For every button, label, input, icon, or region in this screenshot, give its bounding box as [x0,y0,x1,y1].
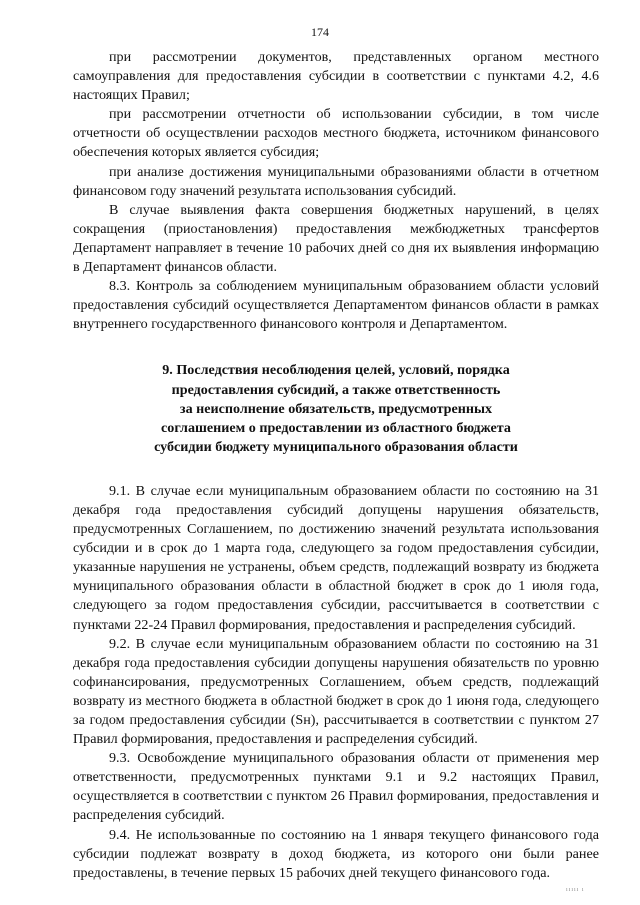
paragraph-9-3: 9.3. Освобождение муниципального образования области от применения мер ответственности, предусмотренных пунктами 9.1 и 9.2 настоящих Правил, осуществляется в соответствии с пунктом 26 Правил формирования, предоставления и распределения субсидий. [73,750,599,824]
page-number: 174 [311,25,329,39]
paragraph-budget-violations: В случае выявления факта совершения бюджетных нарушений, в целях сокращения (приостановления) предоставления межбюджетных трансфертов Департамент направляет в течение 10 рабочих дней со дня их выявления информацию в Департамент финансов области. [73,201,599,276]
heading-line: предоставления субсидий, а также ответственность [171,381,501,398]
footer-mark: ııııı ı [566,887,585,893]
section-9-heading [73,361,599,456]
paragraph-docs-review: при рассмотрении документов, представленных органом местного самоуправления для предоставления субсидии в соответствии с пунктами 4.2, 4.6 настоящих Правил; [73,49,599,104]
heading-line: 9. Последствия несоблюдения целей, условий, порядка [162,362,510,379]
paragraph-results-analysis: при анализе достижения муниципальными образованиями области в отчетном финансовом году значений результата использования субсидий. [73,163,599,199]
paragraph-report-review: при рассмотрении отчетности об использовании субсидии, в том числе отчетности об осуществлении расходов местного бюджета, источником финансового обеспечения которых является субсидия; [73,106,599,161]
paragraph-9-2: 9.2. В случае если муниципальным образованием области по состоянию на 31 декабря года предоставления субсидии допущены нарушения обязательств по уровню софинансирования, предусмотренных Соглашением, объем средств, подлежащий возврату из местного бюджета в областной бюджет в срок до 1 июня года, следующего за годом предоставления субсидии (Sн), рассчитывается в соответствии с пунктом 27 Правил формирования, предоставления и распределения субсидий. [73,635,599,748]
heading-line: субсидии бюджету муниципального образования области [154,438,518,455]
heading-line: за неисполнение обязательств, предусмотренных [179,400,493,417]
heading-line: соглашением о предоставлении из областного бюджета [161,419,511,436]
document-body [73,48,599,883]
paragraph-9-1: 9.1. В случае если муниципальным образованием области по состоянию на 31 декабря года предоставления субсидий допущены нарушения обязательств, предусмотренных Соглашением, по достижению значений результата использования субсидии и в срок до 1 марта года, следующего за годом предоставления субсидии, указанные нарушения не устранены, объем средств, подлежащий возврату из бюджета муниципального образования области в областной бюджет в срок до 1 июля года, следующего за годом предоставления субсидии, рассчитывается в соответствии с пунктами 22-24 Правил формирования, предоставления и распределения субсидий. [73,482,599,633]
paragraph-8-3: 8.3. Контроль за соблюдением муниципальным образованием области условий предоставления субсидий осуществляется Департаментом финансов области в рамках внутреннего государственного финансового контроля и Департаментом. [73,278,599,333]
paragraph-9-4: 9.4. Не использованные по состоянию на 1 января текущего финансового года субсидии подлежат возврату в доход бюджета, из которого они были ранее предоставлены, в течение первых 15 рабочих дней текущего финансового года. [73,826,599,881]
